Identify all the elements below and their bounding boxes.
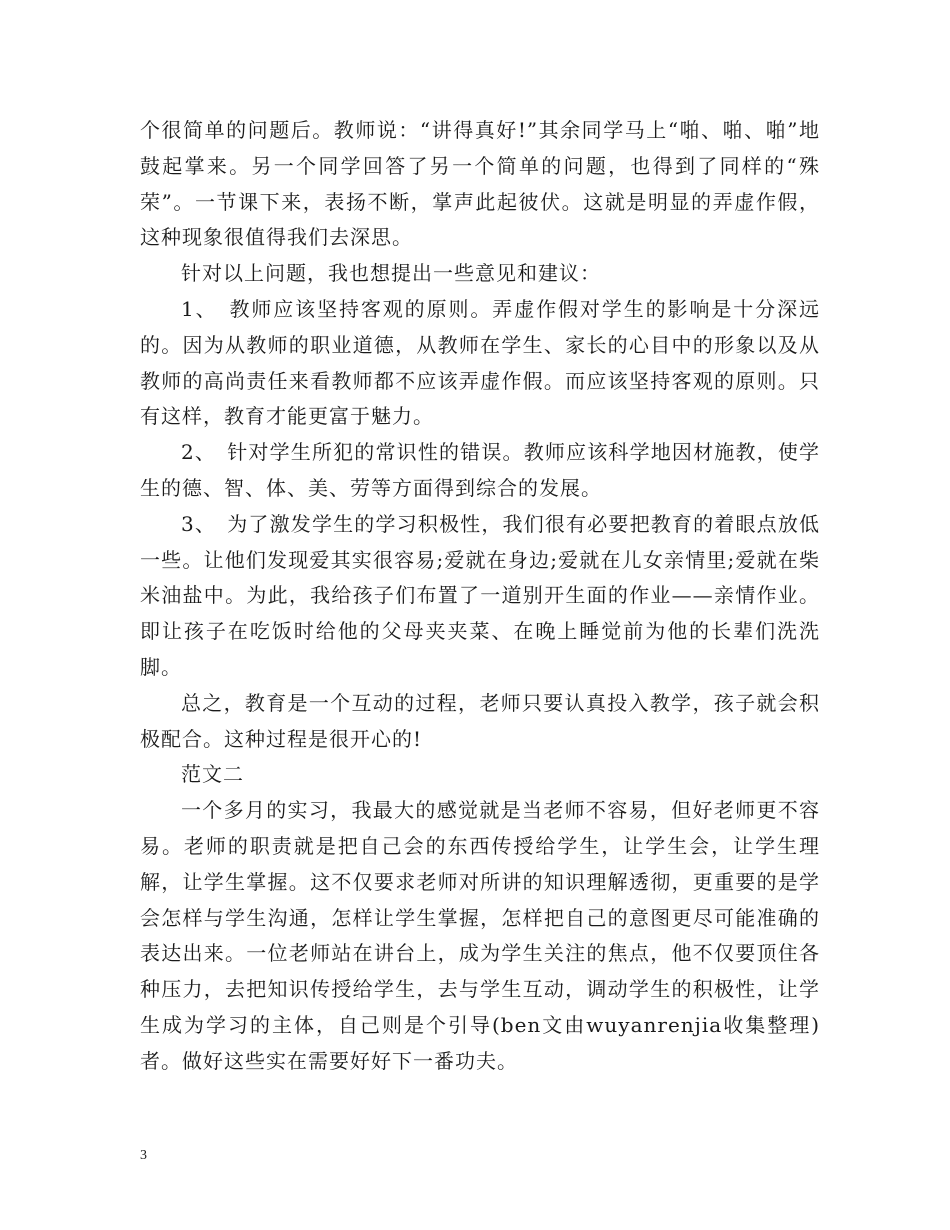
paragraph: 一个多月的实习，我最大的感觉就是当老师不容易，但好老师更不容易。老师的职责就是把自己会的东西传授给学生，让学生会，让学生理解，让学生掌握。这不仅要求老师对所讲的知识理解透彻，更重要的是学会怎样与学生沟通，怎样让学生掌握，怎样把自己的意图更尽可能准确的表达出来。一位老师站在讲台上，成为学生关注的焦点，他不仅要顶住各种压力，去把知识传授给学生，去与学生互动，调动学生的积极性，让学生成为学习的主体，自己则是个引导(ben文由wuyanrenjia收集整理)者。做好这些实在需要好好下一番功夫。 — [140, 798, 820, 1073]
paragraph: 1、 教师应该坚持客观的原则。弄虚作假对学生的影响是十分深远的。因为从教师的职业道德，从教师在学生、家长的心目中的形象以及从教师的高尚责任来看教师都不应该弄虚作假。而应该坚持客观的原则。只有这样，教育才能更富于魅力。 — [140, 296, 820, 429]
paragraph: 个很简单的问题后。教师说：“讲得真好!”其余同学马上“啪、啪、啪”地鼓起掌来。另一个同学回答了另一个简单的问题，也得到了同样的“殊荣”。一节课下来，表扬不断，掌声此起彼伏。这就是明显的弄虚作假，这种现象很值得我们去深思。 — [140, 118, 820, 250]
section-heading: 范文二 — [181, 762, 244, 787]
paragraph: 总之，教育是一个互动的过程，老师只要认真投入教学，孩子就会积极配合。这种过程是很开心的! — [140, 690, 820, 751]
paragraph: 3、 为了激发学生的学习积极性，我们很有必要把教育的着眼点放低一些。让他们发现爱其实很容易;爱就在身边;爱就在儿女亲情里;爱就在柴米油盐中。为此，我给孩子们布置了一道别开生面的作业——亲情作业。即让孩子在吃饭时给他的父母夹夹菜、在晚上睡觉前为他的长辈们洗洗脚。 — [140, 511, 820, 679]
paragraph: 2、 针对学生所犯的常识性的错误。教师应该科学地因材施教，使学生的德、智、体、美、劳等方面得到综合的发展。 — [140, 440, 820, 500]
document-body — [140, 113, 820, 1080]
paragraph: 针对以上问题，我也想提出一些意见和建议： — [181, 261, 601, 286]
page-number: 3 — [140, 1148, 147, 1163]
